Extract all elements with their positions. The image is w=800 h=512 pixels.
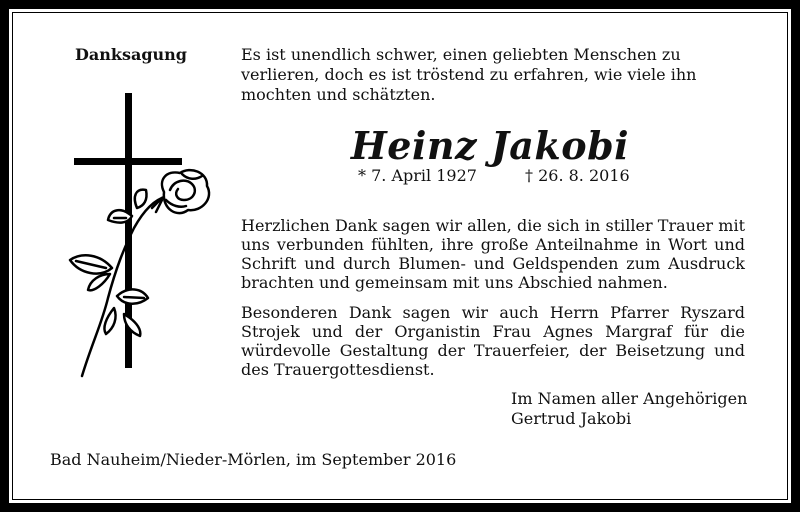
death-date: † 26. 8. 2016 (525, 166, 630, 185)
signature (511, 389, 747, 429)
signature-line-1: Im Namen aller Angehörigen (511, 389, 748, 408)
heading-danksagung: Danksagung (75, 45, 187, 64)
birth-date: * 7. April 1927 (358, 166, 477, 185)
signature-name: Gertrud Jakobi (511, 409, 632, 428)
special-thanks-paragraph: Besonderen Dank sagen wir auch Herrn Pfarrer Ryszard Strojek und der Organistin Frau Agnes Margraf für die würdevolle Gestaltung der Trauerfeier, der Beisetzung und des Trauergottesdienst. (241, 303, 745, 379)
deceased-name: Heinz Jakobi (350, 123, 630, 168)
cross-and-rose-artwork (62, 88, 222, 388)
intro-line-2: verlieren, doch es ist tröstend zu erfahren, wie viele ihn (241, 65, 697, 84)
intro-line-3: mochten und schätzten. (241, 85, 436, 104)
thanks-paragraph: Herzlichen Dank sagen wir allen, die sich in stiller Trauer mit uns verbunden fühlten, ihre große Anteilnahme in Wort und Schrift und durch Blumen- und Geldspenden zum Ausdruck brachten und gemeinsam mit uns Abschied nahmen. (241, 216, 745, 292)
intro-text (241, 45, 711, 105)
intro-line-1: Es ist unendlich schwer, einen geliebten Menschen zu (241, 45, 681, 64)
place-and-date: Bad Nauheim/Nieder-Mörlen, im September 2016 (50, 450, 457, 469)
rose-icon (70, 170, 209, 376)
